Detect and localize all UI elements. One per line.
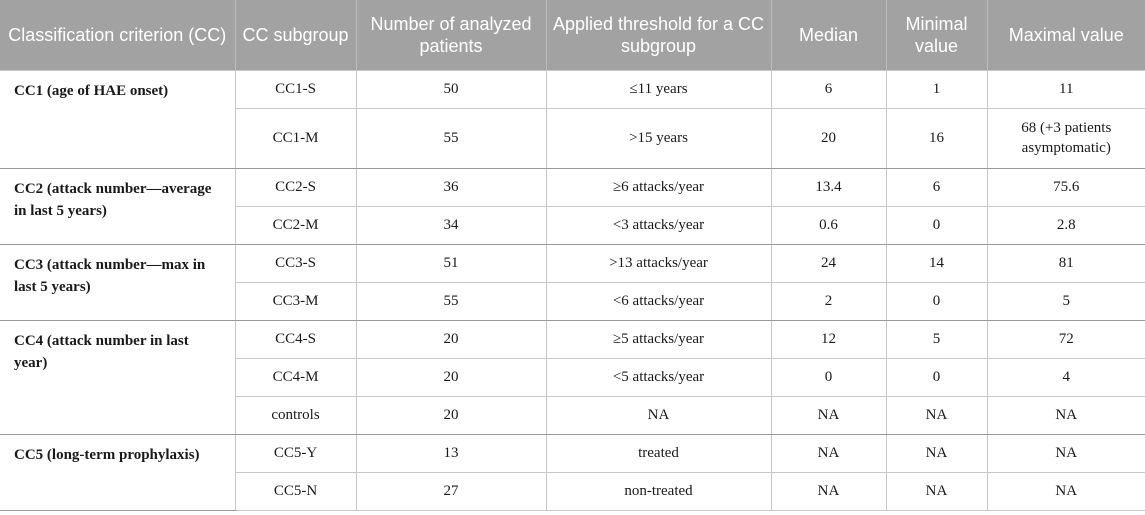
- subgroup-cell: CC4-M: [235, 358, 356, 396]
- header-max: Maximal value: [987, 0, 1145, 70]
- patients-cell: 34: [356, 206, 546, 244]
- subgroup-cell: CC5-Y: [235, 434, 356, 472]
- patients-cell: 55: [356, 282, 546, 320]
- max-cell: 4: [987, 358, 1145, 396]
- threshold-cell: <3 attacks/year: [546, 206, 771, 244]
- max-cell: 11: [987, 70, 1145, 108]
- patients-cell: 20: [356, 320, 546, 358]
- subgroup-cell: CC1-S: [235, 70, 356, 108]
- max-cell: 68 (+3 patients asymptomatic): [987, 108, 1145, 168]
- header-min: Minimal value: [886, 0, 987, 70]
- max-cell: NA: [987, 472, 1145, 510]
- median-cell: 2: [771, 282, 886, 320]
- patients-cell: 50: [356, 70, 546, 108]
- median-cell: 6: [771, 70, 886, 108]
- table-body: [0, 70, 1145, 510]
- header-row: [0, 0, 1145, 70]
- subgroup-cell: CC2-M: [235, 206, 356, 244]
- patients-cell: 51: [356, 244, 546, 282]
- max-cell: NA: [987, 434, 1145, 472]
- min-cell: 5: [886, 320, 987, 358]
- threshold-cell: ≥6 attacks/year: [546, 168, 771, 206]
- subgroup-cell: CC5-N: [235, 472, 356, 510]
- criterion-cell: CC5 (long-term prophylaxis): [0, 434, 235, 510]
- min-cell: 6: [886, 168, 987, 206]
- min-cell: NA: [886, 396, 987, 434]
- min-cell: 16: [886, 108, 987, 168]
- subgroup-cell: CC3-S: [235, 244, 356, 282]
- patients-cell: 20: [356, 358, 546, 396]
- patients-cell: 20: [356, 396, 546, 434]
- table-row: [0, 244, 1145, 282]
- min-cell: NA: [886, 434, 987, 472]
- subgroup-cell: CC4-S: [235, 320, 356, 358]
- median-cell: 13.4: [771, 168, 886, 206]
- criterion-cell: CC1 (age of HAE onset): [0, 70, 235, 168]
- table-row: [0, 434, 1145, 472]
- table-row: [0, 70, 1145, 108]
- subgroup-cell: CC1-M: [235, 108, 356, 168]
- table-row: [0, 320, 1145, 358]
- subgroup-cell: controls: [235, 396, 356, 434]
- threshold-cell: <6 attacks/year: [546, 282, 771, 320]
- median-cell: NA: [771, 434, 886, 472]
- header-subgroup: CC subgroup: [235, 0, 356, 70]
- max-cell: 72: [987, 320, 1145, 358]
- criterion-cell: CC3 (attack number—max in last 5 years): [0, 244, 235, 320]
- min-cell: 0: [886, 282, 987, 320]
- median-cell: 0: [771, 358, 886, 396]
- header-criterion: Classification criterion (CC): [0, 0, 235, 70]
- criterion-cell: CC2 (attack number—average in last 5 years): [0, 168, 235, 244]
- table-header: [0, 0, 1145, 70]
- header-median: Median: [771, 0, 886, 70]
- max-cell: 75.6: [987, 168, 1145, 206]
- max-cell: 2.8: [987, 206, 1145, 244]
- min-cell: 14: [886, 244, 987, 282]
- threshold-cell: >13 attacks/year: [546, 244, 771, 282]
- max-cell: 81: [987, 244, 1145, 282]
- max-cell: NA: [987, 396, 1145, 434]
- patients-cell: 27: [356, 472, 546, 510]
- header-threshold: Applied threshold for a CC subgroup: [546, 0, 771, 70]
- threshold-cell: ≤11 years: [546, 70, 771, 108]
- median-cell: NA: [771, 396, 886, 434]
- min-cell: 1: [886, 70, 987, 108]
- min-cell: 0: [886, 358, 987, 396]
- median-cell: 20: [771, 108, 886, 168]
- patients-cell: 36: [356, 168, 546, 206]
- table-row: [0, 168, 1145, 206]
- median-cell: 0.6: [771, 206, 886, 244]
- threshold-cell: >15 years: [546, 108, 771, 168]
- subgroup-cell: CC3-M: [235, 282, 356, 320]
- header-patients: Number of analyzed patients: [356, 0, 546, 70]
- subgroup-cell: CC2-S: [235, 168, 356, 206]
- threshold-cell: non-treated: [546, 472, 771, 510]
- threshold-cell: treated: [546, 434, 771, 472]
- min-cell: 0: [886, 206, 987, 244]
- median-cell: 24: [771, 244, 886, 282]
- median-cell: NA: [771, 472, 886, 510]
- median-cell: 12: [771, 320, 886, 358]
- criterion-cell: CC4 (attack number in last year): [0, 320, 235, 434]
- min-cell: NA: [886, 472, 987, 510]
- threshold-cell: ≥5 attacks/year: [546, 320, 771, 358]
- max-cell: 5: [987, 282, 1145, 320]
- threshold-cell: <5 attacks/year: [546, 358, 771, 396]
- threshold-cell: NA: [546, 396, 771, 434]
- patients-cell: 13: [356, 434, 546, 472]
- patients-cell: 55: [356, 108, 546, 168]
